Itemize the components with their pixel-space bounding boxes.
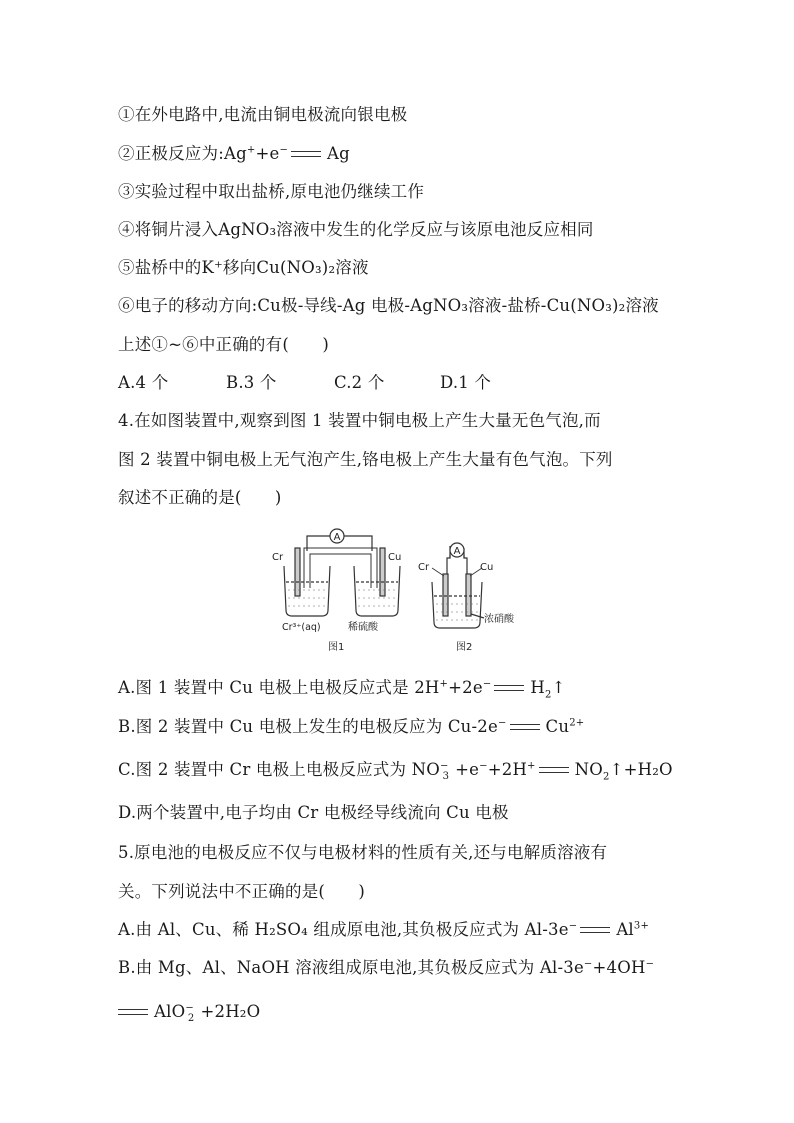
- equals-sign-icon: [494, 685, 524, 691]
- fig2-caption: 图2: [456, 642, 473, 653]
- superscript: +: [439, 678, 449, 690]
- q4-option-a: [118, 678, 566, 701]
- q5-option-b-text: B.由 Mg、Al、NaOH 溶液组成原电池,其负极反应式为 Al-3e: [118, 958, 584, 977]
- fig2-solution: 浓硝酸: [484, 614, 514, 625]
- q5-option-b: [118, 958, 654, 978]
- q3-option-b: B.3 个: [226, 373, 277, 392]
- fig1-cu-label: Cu: [388, 552, 402, 563]
- statement-2-product: Ag: [327, 144, 350, 163]
- equals-sign-icon: [510, 724, 540, 730]
- q5-stem-line-2: 关。下列说法中不正确的是( ): [118, 882, 366, 901]
- superscript: +: [246, 144, 256, 156]
- ammeter-2-label: A: [453, 546, 461, 557]
- superscript: −: [568, 920, 578, 932]
- ammeter-1-label: A: [333, 532, 341, 543]
- statement-6: ⑥电子的移动方向:Cu极-导线-Ag 电极-AgNO₃溶液-盐桥-Cu(NO₃)₂溶液: [118, 296, 659, 315]
- q5-option-b-end: +2H₂O: [200, 1002, 261, 1021]
- nitrate-ion-charge: −$_3$: [439, 760, 450, 783]
- q4-option-c-mid: +e: [455, 760, 480, 779]
- superscript: −: [482, 678, 492, 690]
- q3-option-a: A.4 个: [118, 373, 169, 392]
- q4-option-c: [118, 760, 673, 783]
- statement-question: 上述①~⑥中正确的有( ): [118, 335, 329, 354]
- figure-1-diagram: [284, 536, 400, 616]
- figure-2-diagram: [432, 546, 484, 628]
- fig1-left-solution: Cr³⁺(aq): [282, 622, 321, 633]
- fig2-cr-label: Cr: [418, 562, 430, 573]
- superscript: −: [645, 958, 655, 970]
- superscript: −: [279, 144, 289, 156]
- q5-option-b-mid: +4OH: [592, 958, 646, 977]
- statement-2-text: ②正极反应为:Ag: [118, 144, 247, 163]
- equals-sign-icon: [291, 151, 321, 157]
- q5-option-a-product: Al: [616, 920, 634, 939]
- aluminate-ion-charge: −$_2$: [185, 1002, 195, 1025]
- statement-3: ③实验过程中取出盐桥,原电池仍继续工作: [118, 182, 425, 201]
- superscript: −: [583, 958, 593, 970]
- superscript: 2+: [569, 717, 585, 729]
- q4-option-b-product: Cu: [545, 717, 570, 736]
- gas-arrow-icon: ↑: [551, 678, 566, 697]
- subscript: 2: [545, 689, 552, 701]
- equals-sign-icon: [580, 927, 610, 933]
- superscript: +: [527, 760, 536, 772]
- q4-option-c-product: NO: [574, 760, 604, 779]
- gas-arrow-icon: ↑: [609, 760, 624, 779]
- statement-4: ④将铜片浸入AgNO₃溶液中发生的化学反应与该原电池反应相同: [118, 220, 594, 239]
- q4-stem-line-1: 4.在如图装置中,观察到图 1 装置中铜电极上产生大量无色气泡,而: [118, 411, 601, 430]
- statement-5: ⑤盐桥中的K⁺移向Cu(NO₃)₂溶液: [118, 258, 369, 277]
- galvanic-cell-figure: [272, 518, 536, 658]
- equals-sign-icon: [539, 767, 569, 773]
- q4-option-a-product: H: [530, 678, 546, 697]
- q3-option-c: C.2 个: [334, 373, 385, 392]
- q5-option-a: [118, 920, 649, 940]
- q4-stem-line-2: 图 2 装置中铜电极上无气泡产生,铬电极上产生大量有色气泡。下列: [118, 450, 613, 469]
- q4-option-c-text: C.图 2 装置中 Cr 电极上电极反应式为 NO: [118, 760, 440, 779]
- statement-2: ②正极反应为:Ag++e− Ag: [118, 144, 350, 163]
- subscript: 2: [603, 771, 610, 783]
- q3-option-d: D.1 个: [440, 373, 492, 392]
- q4-option-b-text: B.图 2 装置中 Cu 电极上发生的电极反应为 Cu-2e: [118, 717, 498, 736]
- q4-option-c-mid2: +2H: [487, 760, 528, 779]
- q5-option-b-continued: [118, 1002, 261, 1025]
- fig1-cr-label: Cr: [272, 552, 284, 563]
- q4-option-c-end: +H₂O: [623, 760, 673, 779]
- q3-options: [118, 373, 491, 393]
- statement-1: ①在外电路中,电流由铜电极流向银电极: [118, 105, 408, 124]
- q4-stem-line-3: 叙述不正确的是( ): [118, 488, 282, 507]
- fig2-cu-label: Cu: [480, 562, 494, 573]
- superscript: −: [479, 760, 488, 772]
- fig1-right-solution: 稀硫酸: [348, 622, 378, 633]
- q4-option-d: D.两个装置中,电子均由 Cr 电极经导线流向 Cu 电极: [118, 803, 509, 822]
- q5-stem-line-1: 5.原电池的电极反应不仅与电极材料的性质有关,还与电解质溶液有: [118, 843, 608, 862]
- q5-option-b-product: AlO: [154, 1002, 186, 1021]
- superscript: 3+: [633, 920, 650, 932]
- q4-option-b: [118, 717, 584, 737]
- fig1-caption: 图1: [328, 642, 345, 653]
- equals-sign-icon: [118, 1009, 148, 1015]
- q5-option-a-text: A.由 Al、Cu、稀 H₂SO₄ 组成原电池,其负极反应式为 Al-3e: [118, 920, 569, 939]
- q4-option-a-mid: +2e: [448, 678, 483, 697]
- q4-option-a-text: A.图 1 装置中 Cu 电极上电极反应式是 2H: [118, 678, 440, 697]
- superscript: −: [497, 717, 507, 729]
